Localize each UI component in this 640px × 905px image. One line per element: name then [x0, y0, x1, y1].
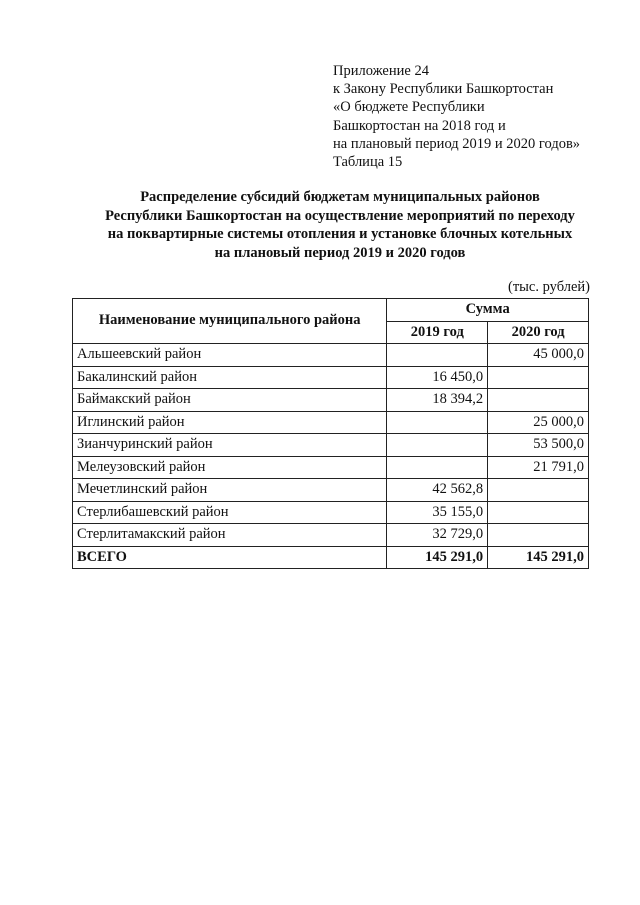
appendix-block — [333, 62, 623, 171]
amount-2019-cell — [387, 456, 488, 479]
amount-2019-cell — [387, 411, 488, 434]
total-label-cell: ВСЕГО — [73, 546, 387, 569]
district-name-cell: Мелеузовский район — [73, 456, 387, 479]
table-row — [73, 434, 589, 457]
table-row — [73, 411, 589, 434]
appendix-line: на плановый период 2019 и 2020 годов» — [333, 135, 581, 152]
district-name-cell: Зианчуринский район — [73, 434, 387, 457]
district-name-cell: Бакалинский район — [73, 366, 387, 389]
appendix-line: к Закону Республики Башкортостан — [333, 81, 554, 98]
table-row — [73, 524, 589, 547]
table-row — [73, 456, 589, 479]
table-body — [73, 344, 589, 569]
district-name-cell: Мечетлинский район — [73, 479, 387, 502]
appendix-line: «О бюджете Республики — [333, 99, 485, 116]
amount-2020-cell — [488, 479, 589, 502]
amount-2020-cell: 21 791,0 — [488, 456, 589, 479]
amount-2020-cell — [488, 366, 589, 389]
subsidy-table — [72, 298, 589, 569]
title-line: Распределение субсидий бюджетам муниципальных районов — [140, 189, 540, 205]
appendix-line: Приложение 24 — [333, 63, 429, 79]
total-2020-cell: 145 291,0 — [488, 546, 589, 569]
amount-2020-cell: 45 000,0 — [488, 344, 589, 367]
header-year-2020: 2020 год — [488, 321, 589, 344]
amount-2020-cell: 53 500,0 — [488, 434, 589, 457]
amount-2019-cell — [387, 434, 488, 457]
table-row — [73, 501, 589, 524]
district-name-cell: Иглинский район — [73, 411, 387, 434]
amount-2019-cell: 18 394,2 — [387, 389, 488, 412]
header-sum: Сумма — [387, 299, 589, 322]
header-district-name: Наименование муниципального района — [73, 299, 387, 344]
table-row — [73, 366, 589, 389]
unit-label: (тыс. рублей) — [508, 279, 590, 295]
district-name-cell: Стерлитамакский район — [73, 524, 387, 547]
document-title — [40, 188, 640, 262]
header-year-2019: 2019 год — [387, 321, 488, 344]
appendix-line: Таблица 15 — [333, 154, 403, 171]
amount-2020-cell — [488, 389, 589, 412]
district-name-cell: Альшеевский район — [73, 344, 387, 367]
total-2019-cell: 145 291,0 — [387, 546, 488, 569]
amount-2019-cell: 42 562,8 — [387, 479, 488, 502]
title-line: на поквартирные системы отопления и установке блочных котельных — [107, 226, 573, 242]
district-name-cell: Баймакский район — [73, 389, 387, 412]
table-header — [73, 299, 589, 344]
amount-2019-cell: 16 450,0 — [387, 366, 488, 389]
title-line: Республики Башкортостан на осуществление мероприятий по переходу — [105, 207, 575, 224]
amount-2020-cell: 25 000,0 — [488, 411, 589, 434]
amount-2020-cell — [488, 524, 589, 547]
amount-2019-cell — [387, 344, 488, 367]
amount-2019-cell: 32 729,0 — [387, 524, 488, 547]
table-row — [73, 389, 589, 412]
amount-2019-cell: 35 155,0 — [387, 501, 488, 524]
district-name-cell: Стерлибашевский район — [73, 501, 387, 524]
title-line: на плановый период 2019 и 2020 годов — [214, 244, 466, 261]
appendix-line: Башкортостан на 2018 год и — [333, 117, 506, 134]
table-row — [73, 479, 589, 502]
table-row — [73, 344, 589, 367]
total-row — [73, 546, 589, 569]
amount-2020-cell — [488, 501, 589, 524]
